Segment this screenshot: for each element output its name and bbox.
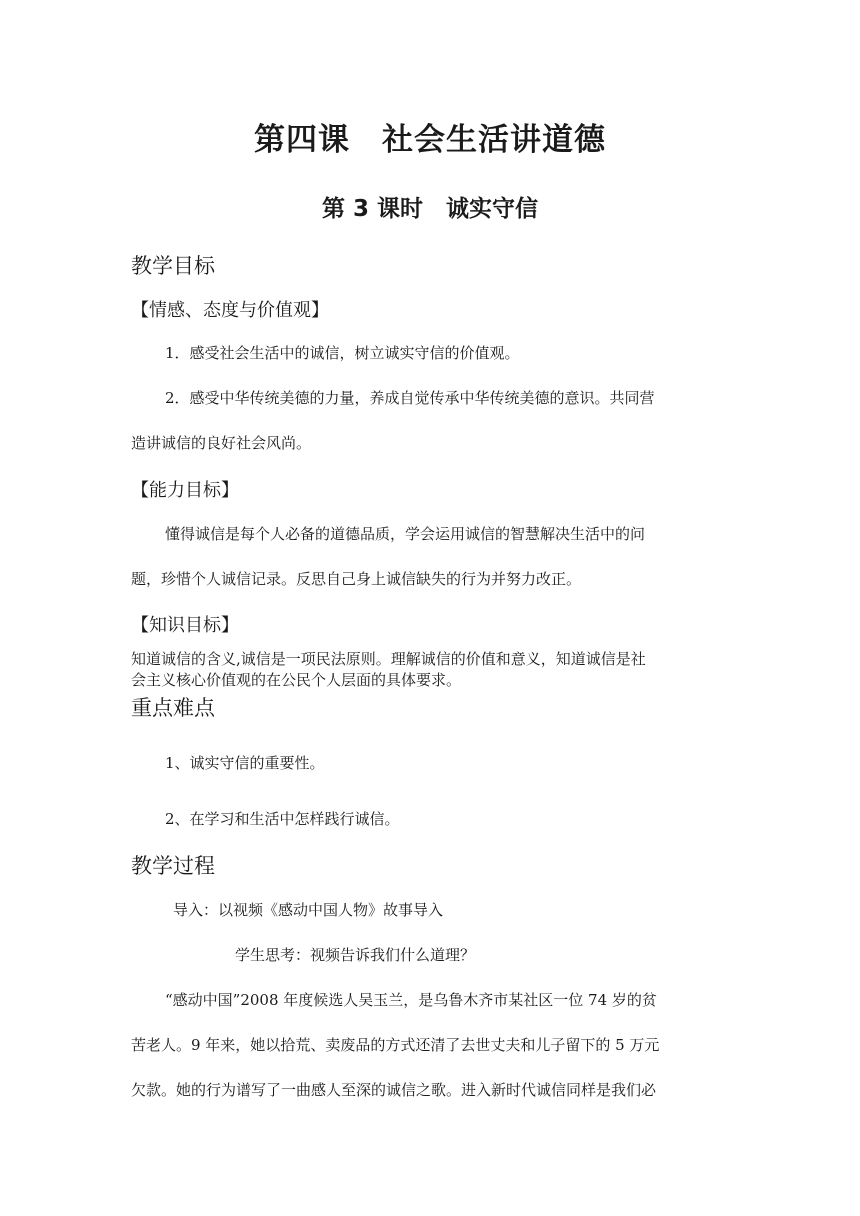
key-point-1: 1、诚实守信的重要性。 xyxy=(165,754,325,772)
lesson-subtitle: 第 3 课时 诚实守信 xyxy=(321,196,539,222)
ability-line-1: 懂得诚信是每个人必备的道德品质，学会运用诚信的智慧解决生活中的问 xyxy=(165,525,646,543)
emotion-item-2-cont: 造讲诚信的良好社会风尚。 xyxy=(131,434,312,452)
key-point-2: 2、在学习和生活中怎样践行诚信。 xyxy=(165,810,400,828)
ability-line-2: 题，珍惜个人诚信记录。反思自己身上诚信缺失的行为并努力改正。 xyxy=(131,570,582,588)
story-line-2: 苦老人。9 年来，她以拾荒、卖废品的方式还清了去世丈夫和儿子留下的 5 万元 xyxy=(131,1036,660,1054)
story-line-1: “感动中国”2008 年度候选人吴玉兰，是乌鲁木齐市某社区一位 74 岁的贫 xyxy=(165,991,657,1009)
process-intro: 导入：以视频《感动中国人物》故事导入 xyxy=(173,901,444,919)
process-heading: 教学过程 xyxy=(131,854,215,878)
knowledge-line-2: 会主义核心价值观的在公民个人层面的具体要求。 xyxy=(131,671,462,689)
process-think: 学生思考：视频告诉我们什么道理？ xyxy=(235,946,476,964)
emotion-label: 【情感、态度与价值观】 xyxy=(131,300,329,321)
story-line-3: 欠款。她的行为谱写了一曲感人至深的诚信之歌。进入新时代诚信同样是我们必 xyxy=(131,1081,657,1099)
emotion-item-2: 2．感受中华传统美德的力量，养成自觉传承中华传统美德的意识。共同营 xyxy=(165,389,655,407)
knowledge-line-1: 知道诚信的含义,诚信是一项民法原则。理解诚信的价值和意义，知道诚信是社 xyxy=(131,650,646,668)
objectives-heading: 教学目标 xyxy=(131,254,215,278)
key-points-heading: 重点难点 xyxy=(131,696,215,720)
ability-label: 【能力目标】 xyxy=(131,480,239,501)
lesson-title: 第四课 社会生活讲道德 xyxy=(254,122,606,158)
knowledge-label: 【知识目标】 xyxy=(131,615,239,636)
emotion-item-1: 1．感受社会生活中的诚信，树立诚实守信的价值观。 xyxy=(165,344,520,362)
